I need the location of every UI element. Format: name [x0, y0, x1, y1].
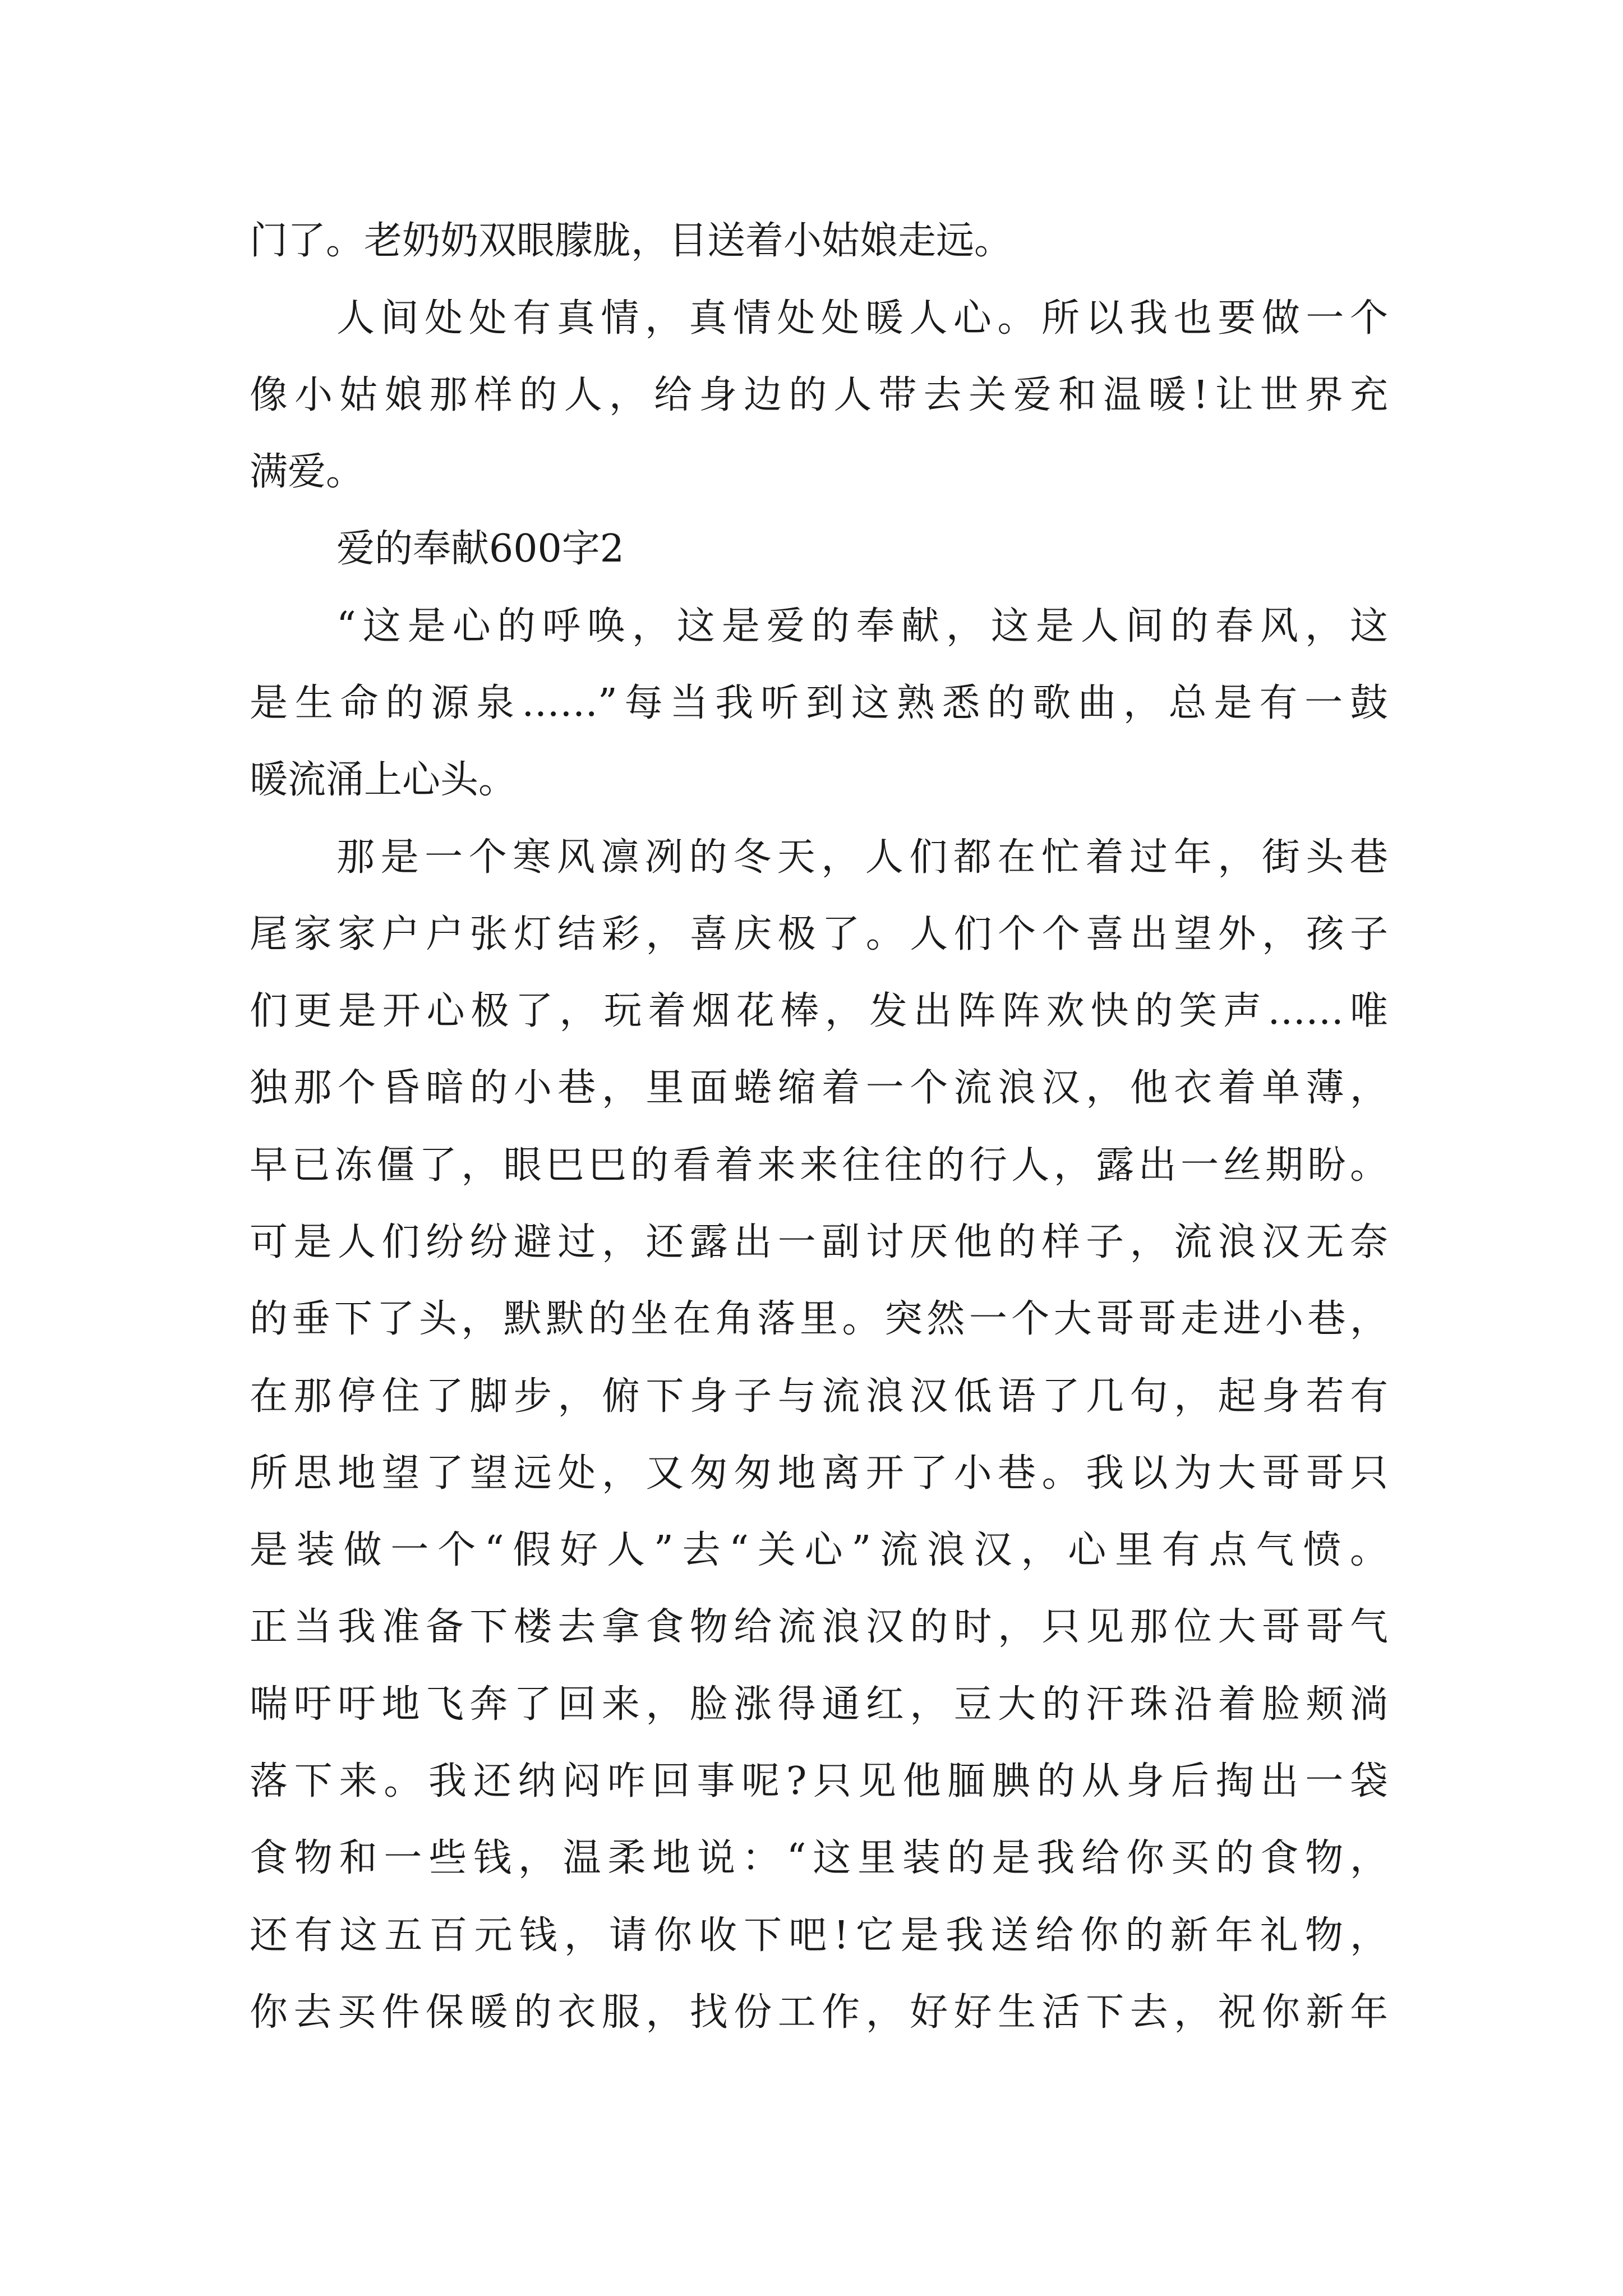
paragraph-3-line-2: 是生命的源泉……”每当我听到这熟悉的歌曲，总是有一鼓 — [250, 681, 1388, 725]
paragraph-2-line-3: 满爱。 — [250, 450, 365, 494]
section-heading: 爱的奉献600字2 — [336, 527, 625, 571]
paragraph-4-line-1: 那是一个寒风凛冽的冬天，人们都在忙着过年，街头巷 — [336, 835, 1388, 880]
paragraph-3-line-3: 暖流涌上心头。 — [250, 758, 517, 802]
paragraph-1-line-1: 门了。老奶奶双眼朦胧，目送着小姑娘走远。 — [250, 219, 1013, 263]
paragraph-4-line-8: 在那停住了脚步，俯下身子与流浪汉低语了几句，起身若有 — [250, 1374, 1388, 1419]
paragraph-4-line-16: 你去买件保暖的衣服，找份工作，好好生活下去，祝你新年 — [250, 1990, 1388, 2035]
paragraph-4-line-7: 的垂下了头，默默的坐在角落里。突然一个大哥哥走进小巷， — [250, 1297, 1388, 1341]
paragraph-4-line-15: 还有这五百元钱，请你收下吧!它是我送给你的新年礼物， — [250, 1913, 1388, 1958]
paragraph-4-line-6: 可是人们纷纷避过，还露出一副讨厌他的样子，流浪汉无奈 — [250, 1220, 1388, 1264]
paragraph-4-line-10: 是装做一个“假好人”去“关心”流浪汉，心里有点气愤。 — [250, 1528, 1388, 1572]
paragraph-2-line-2: 像小姑娘那样的人，给身边的人带去关爱和温暖!让世界充 — [250, 373, 1388, 417]
paragraph-2-line-1: 人间处处有真情，真情处处暖人心。所以我也要做一个 — [336, 296, 1388, 341]
paragraph-4-line-14: 食物和一些钱，温柔地说：“这里装的是我给你买的食物， — [250, 1836, 1388, 1880]
paragraph-4-line-9: 所思地望了望远处，又匆匆地离开了小巷。我以为大哥哥只 — [250, 1451, 1388, 1496]
paragraph-4-line-13: 落下来。我还纳闷咋回事呢?只见他腼腆的从身后掏出一袋 — [250, 1759, 1388, 1803]
paragraph-4-line-4: 独那个昏暗的小巷，里面蜷缩着一个流浪汉，他衣着单薄， — [250, 1066, 1388, 1110]
paragraph-4-line-5: 早已冻僵了，眼巴巴的看着来来往往的行人，露出一丝期盼。 — [250, 1143, 1388, 1188]
paragraph-4-line-11: 正当我准备下楼去拿食物给流浪汉的时，只见那位大哥哥气 — [250, 1605, 1388, 1649]
paragraph-4-line-12: 喘吁吁地飞奔了回来，脸涨得通红，豆大的汗珠沿着脸颊淌 — [250, 1682, 1388, 1727]
paragraph-4-line-3: 们更是开心极了，玩着烟花棒，发出阵阵欢快的笑声……唯 — [250, 989, 1388, 1033]
paragraph-3-line-1: “这是心的呼唤，这是爱的奉献，这是人间的春风，这 — [336, 604, 1388, 648]
paragraph-4-line-2: 尾家家户户张灯结彩，喜庆极了。人们个个喜出望外，孩子 — [250, 912, 1388, 956]
